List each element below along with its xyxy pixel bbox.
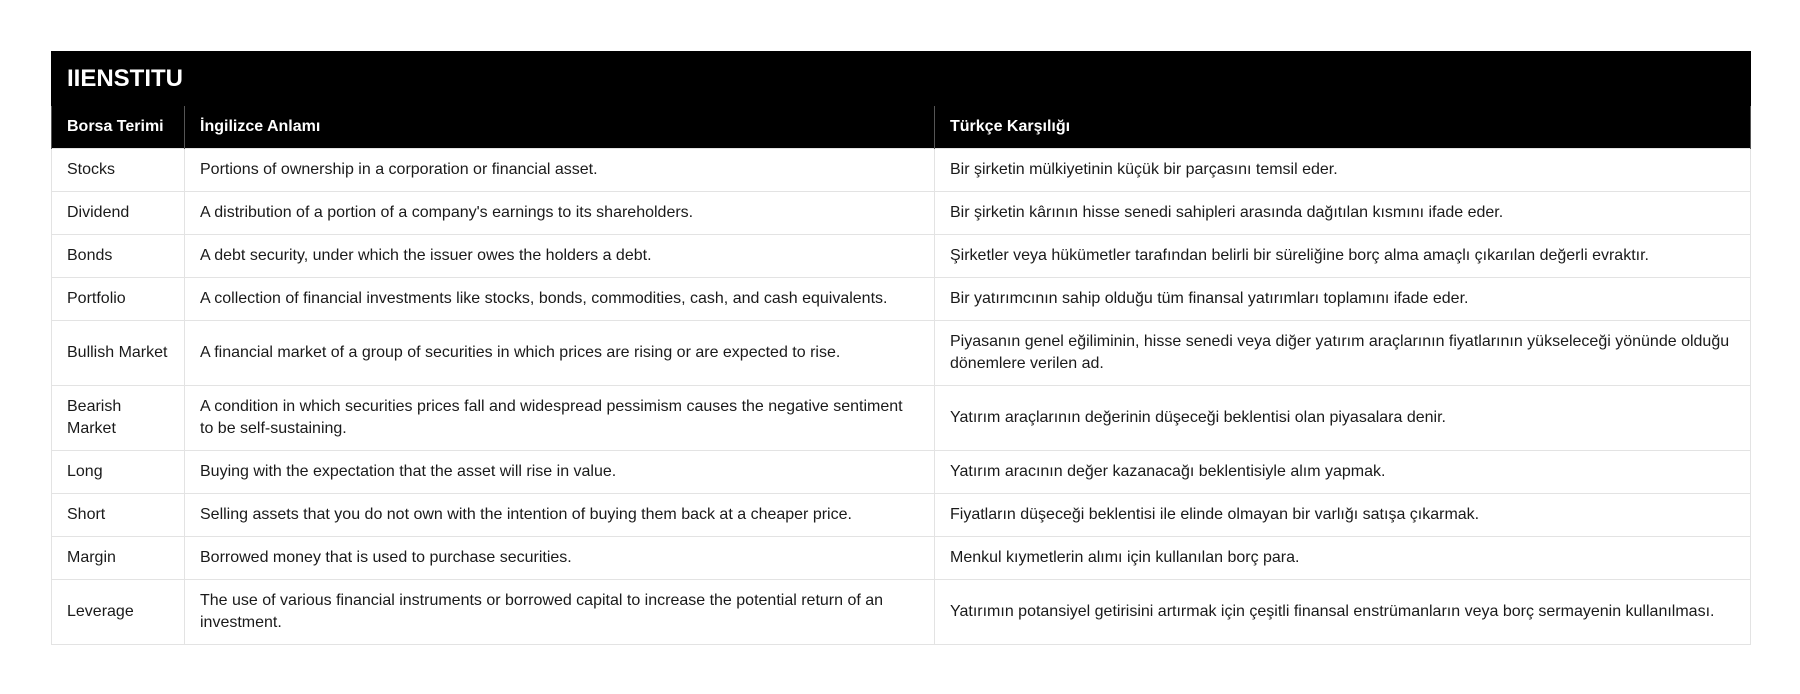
- table-row: [52, 386, 1751, 451]
- turkish-meaning-cell: Menkul kıymetlerin alımı için kullanılan borç para.: [935, 537, 1751, 580]
- header-borsa-terimi: Borsa Terimi: [52, 106, 185, 149]
- header-ingilizce-anlami: İngilizce Anlamı: [185, 106, 935, 149]
- table-row: [52, 321, 1751, 386]
- header-turkce-karsiligi: Türkçe Karşılığı: [935, 106, 1751, 149]
- turkish-meaning-cell: Bir şirketin kârının hisse senedi sahipleri arasında dağıtılan kısmını ifade eder.: [935, 192, 1751, 235]
- terms-table: [51, 51, 1751, 645]
- table-title: IIENSTITU: [52, 52, 1751, 106]
- english-meaning-cell: A financial market of a group of securities in which prices are rising or are expected to rise.: [185, 321, 935, 386]
- term-cell: Bearish Market: [52, 386, 185, 451]
- english-meaning-cell: Selling assets that you do not own with the intention of buying them back at a cheaper price.: [185, 494, 935, 537]
- term-cell: Long: [52, 451, 185, 494]
- term-cell: Portfolio: [52, 278, 185, 321]
- table-row: [52, 235, 1751, 278]
- term-cell: Bonds: [52, 235, 185, 278]
- table-row: [52, 580, 1751, 645]
- turkish-meaning-cell: Yatırım araçlarının değerinin düşeceği beklentisi olan piyasalara denir.: [935, 386, 1751, 451]
- turkish-meaning-cell: Yatırımın potansiyel getirisini artırmak için çeşitli finansal enstrümanların veya borç sermayenin kullanılması.: [935, 580, 1751, 645]
- turkish-meaning-cell: Fiyatların düşeceği beklentisi ile elinde olmayan bir varlığı satışa çıkarmak.: [935, 494, 1751, 537]
- term-cell: Stocks: [52, 149, 185, 192]
- table-row: [52, 451, 1751, 494]
- table-container: [51, 51, 1750, 645]
- term-cell: Margin: [52, 537, 185, 580]
- english-meaning-cell: Portions of ownership in a corporation or financial asset.: [185, 149, 935, 192]
- english-meaning-cell: A condition in which securities prices fall and widespread pessimism causes the negative sentiment to be self-sustaining.: [185, 386, 935, 451]
- english-meaning-cell: A distribution of a portion of a company's earnings to its shareholders.: [185, 192, 935, 235]
- turkish-meaning-cell: Bir yatırımcının sahip olduğu tüm finansal yatırımları toplamını ifade eder.: [935, 278, 1751, 321]
- turkish-meaning-cell: Bir şirketin mülkiyetinin küçük bir parçasını temsil eder.: [935, 149, 1751, 192]
- turkish-meaning-cell: Şirketler veya hükümetler tarafından belirli bir süreliğine borç alma amaçlı çıkarılan değerli evraktır.: [935, 235, 1751, 278]
- table-row: [52, 537, 1751, 580]
- term-cell: Bullish Market: [52, 321, 185, 386]
- table-row: [52, 192, 1751, 235]
- term-cell: Leverage: [52, 580, 185, 645]
- term-cell: Short: [52, 494, 185, 537]
- table-row: [52, 278, 1751, 321]
- english-meaning-cell: Buying with the expectation that the asset will rise in value.: [185, 451, 935, 494]
- turkish-meaning-cell: Yatırım aracının değer kazanacağı beklentisiyle alım yapmak.: [935, 451, 1751, 494]
- table-row: [52, 494, 1751, 537]
- english-meaning-cell: The use of various financial instruments or borrowed capital to increase the potential return of an investment.: [185, 580, 935, 645]
- turkish-meaning-cell: Piyasanın genel eğiliminin, hisse senedi veya diğer yatırım araçlarının fiyatlarının yükseleceği yönünde olduğu dönemlere verilen ad.: [935, 321, 1751, 386]
- english-meaning-cell: A debt security, under which the issuer owes the holders a debt.: [185, 235, 935, 278]
- table-header-row: [52, 106, 1751, 149]
- english-meaning-cell: Borrowed money that is used to purchase securities.: [185, 537, 935, 580]
- term-cell: Dividend: [52, 192, 185, 235]
- english-meaning-cell: A collection of financial investments like stocks, bonds, commodities, cash, and cash equivalents.: [185, 278, 935, 321]
- table-title-row: [52, 52, 1751, 106]
- table-row: [52, 149, 1751, 192]
